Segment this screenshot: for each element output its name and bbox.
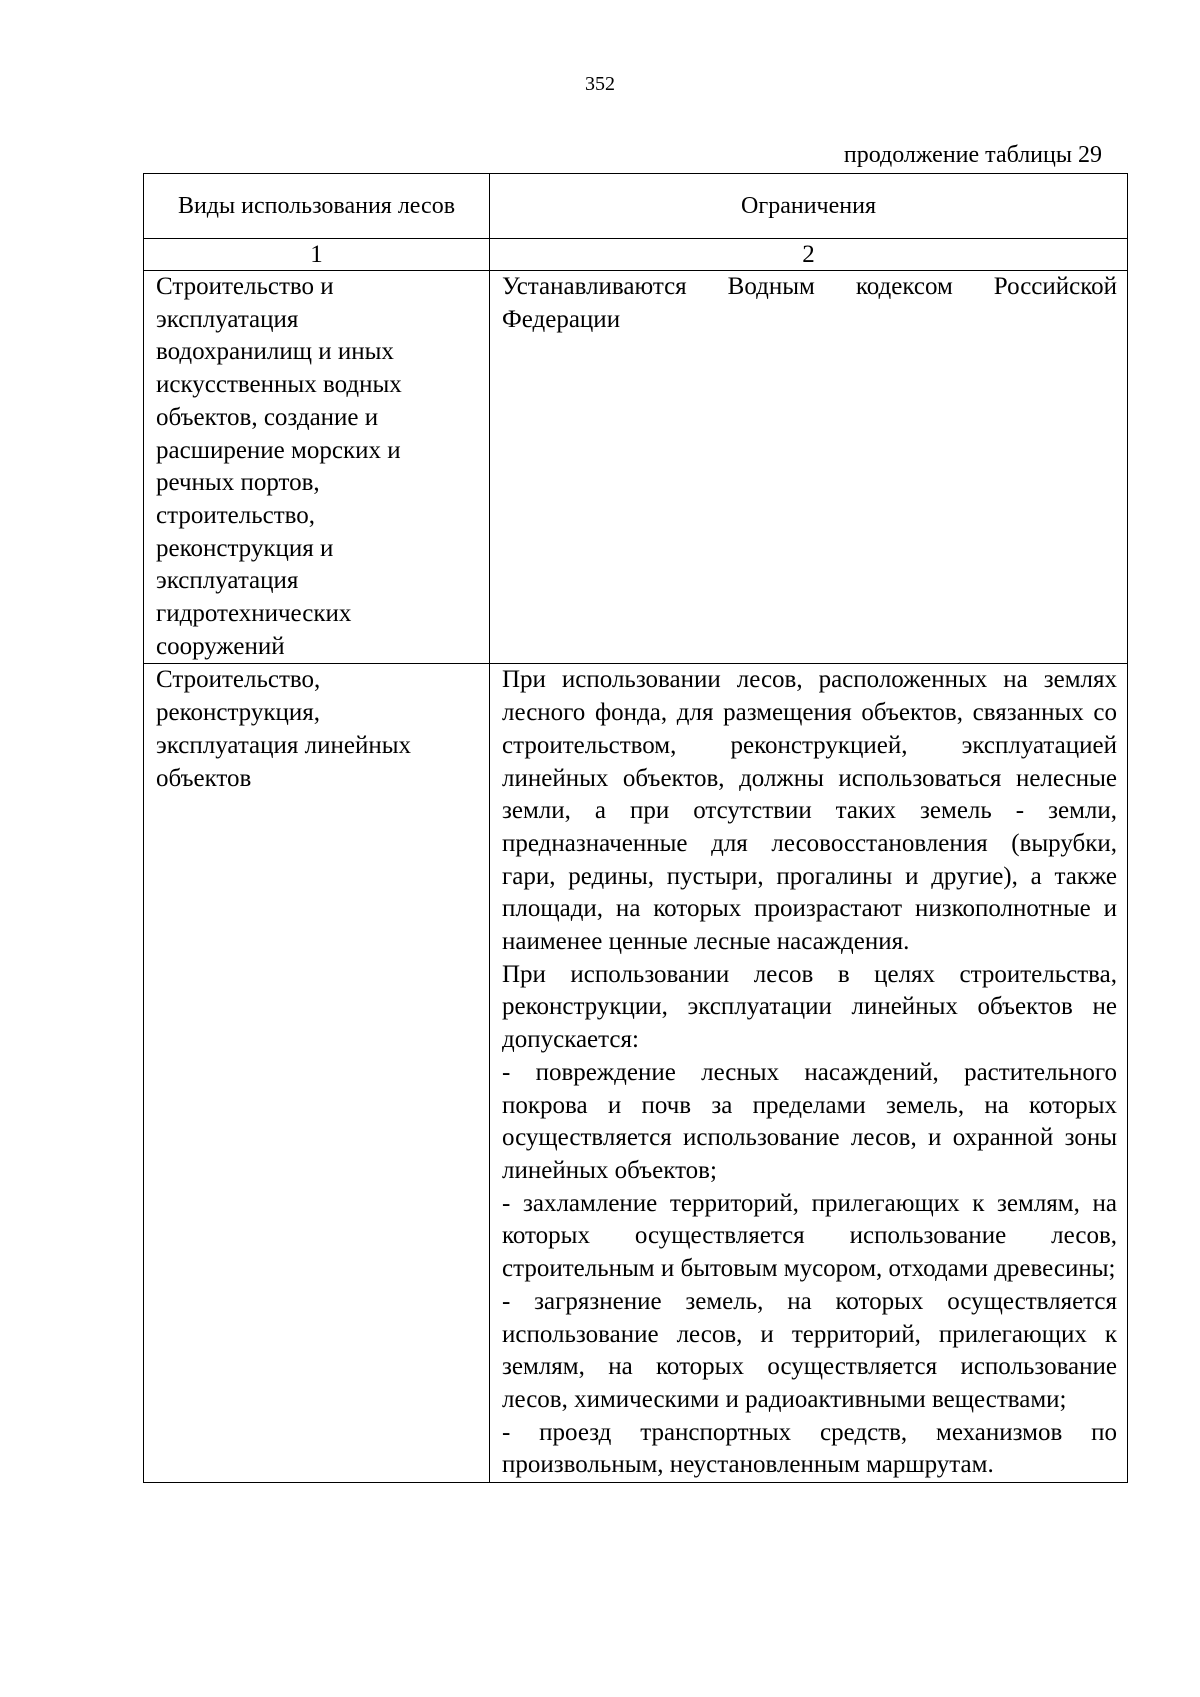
column-number-2: 2	[490, 239, 1128, 271]
restriction-paragraph: - загрязнение земель, на которых осуществляется использование лесов, и территорий, прилегающих к землям, на которых осуществляется использование лесов, химическими и радиоактивными веществами;	[502, 1287, 1117, 1413]
header-forest-use-types	[144, 174, 490, 239]
column-number-1: 1	[144, 239, 490, 271]
use-type-line: эксплуатация линейных	[156, 731, 412, 759]
table-header-row	[144, 174, 1128, 239]
restriction-paragraph: - захламление территорий, прилегающих к землям, на которых осуществляется использование лесов, строительным и бытовым мусором, отходами древесины;	[502, 1189, 1117, 1283]
row2-use-type	[144, 664, 490, 1483]
row1-use-type	[144, 271, 490, 664]
use-type-line: водохранилищ и иных	[156, 338, 394, 366]
use-type-line: гидротехнических	[156, 600, 352, 628]
column-number-row	[144, 239, 1128, 271]
use-type-line: объектов	[156, 764, 252, 792]
use-type-line: объектов, создание и	[156, 403, 379, 431]
header-col2-text: Ограничения	[741, 193, 876, 219]
use-type-line: Строительство,	[156, 666, 321, 694]
restrictions-table	[143, 173, 1128, 1483]
row2-restrictions	[490, 664, 1128, 1483]
row1-restrictions	[490, 271, 1128, 664]
restriction-paragraph: При использовании лесов в целях строительства, реконструкции, эксплуатации линейных объектов не допускается:	[502, 960, 1117, 1054]
use-type-line: строительство,	[156, 501, 316, 529]
table-row	[144, 271, 1128, 664]
use-type-line: сооружений	[156, 632, 285, 660]
restriction-paragraph: - проезд транспортных средств, механизмов по произвольным, неустановленным маршрутам.	[502, 1418, 1117, 1479]
restriction-paragraph: - повреждение лесных насаждений, растительного покрова и почв за пределами земель, на которых осуществляется использование лесов, и охранной зоны линейных объектов;	[502, 1058, 1117, 1184]
use-type-line: Строительство и	[156, 273, 334, 300]
use-type-line: эксплуатация	[156, 567, 299, 595]
header-col1-text: Виды использования лесов	[177, 193, 456, 219]
header-restrictions	[490, 174, 1128, 239]
use-type-line: реконструкция и	[156, 534, 334, 562]
use-type-line: реконструкция,	[156, 699, 321, 727]
use-type-line: искусственных водных	[156, 371, 402, 399]
table-continuation-label: продолжение таблицы 29	[843, 142, 1102, 168]
restriction-paragraph: При использовании лесов, расположенных на землях лесного фонда, для размещения объектов, связанных со строительством, реконструкцией, эксплуатацией линейных объектов, должны использоваться нелесные земли, а при отсутствии таких земель - земли, предназначенные для лесовосстановления (вырубки, гари, редины, пустыри, прогалины и другие), а также площади, на которых произрастают низкополнотные и наименее ценные лесные насаждения.	[502, 666, 1117, 956]
use-type-line: эксплуатация	[156, 305, 299, 333]
use-type-line: речных портов,	[156, 469, 320, 497]
table-row	[144, 664, 1128, 1483]
use-type-line: расширение морских и	[156, 436, 401, 464]
restriction-paragraph: Устанавливаются Водным кодексом Российской Федерации	[502, 273, 1117, 333]
page-number: 352	[585, 73, 615, 95]
